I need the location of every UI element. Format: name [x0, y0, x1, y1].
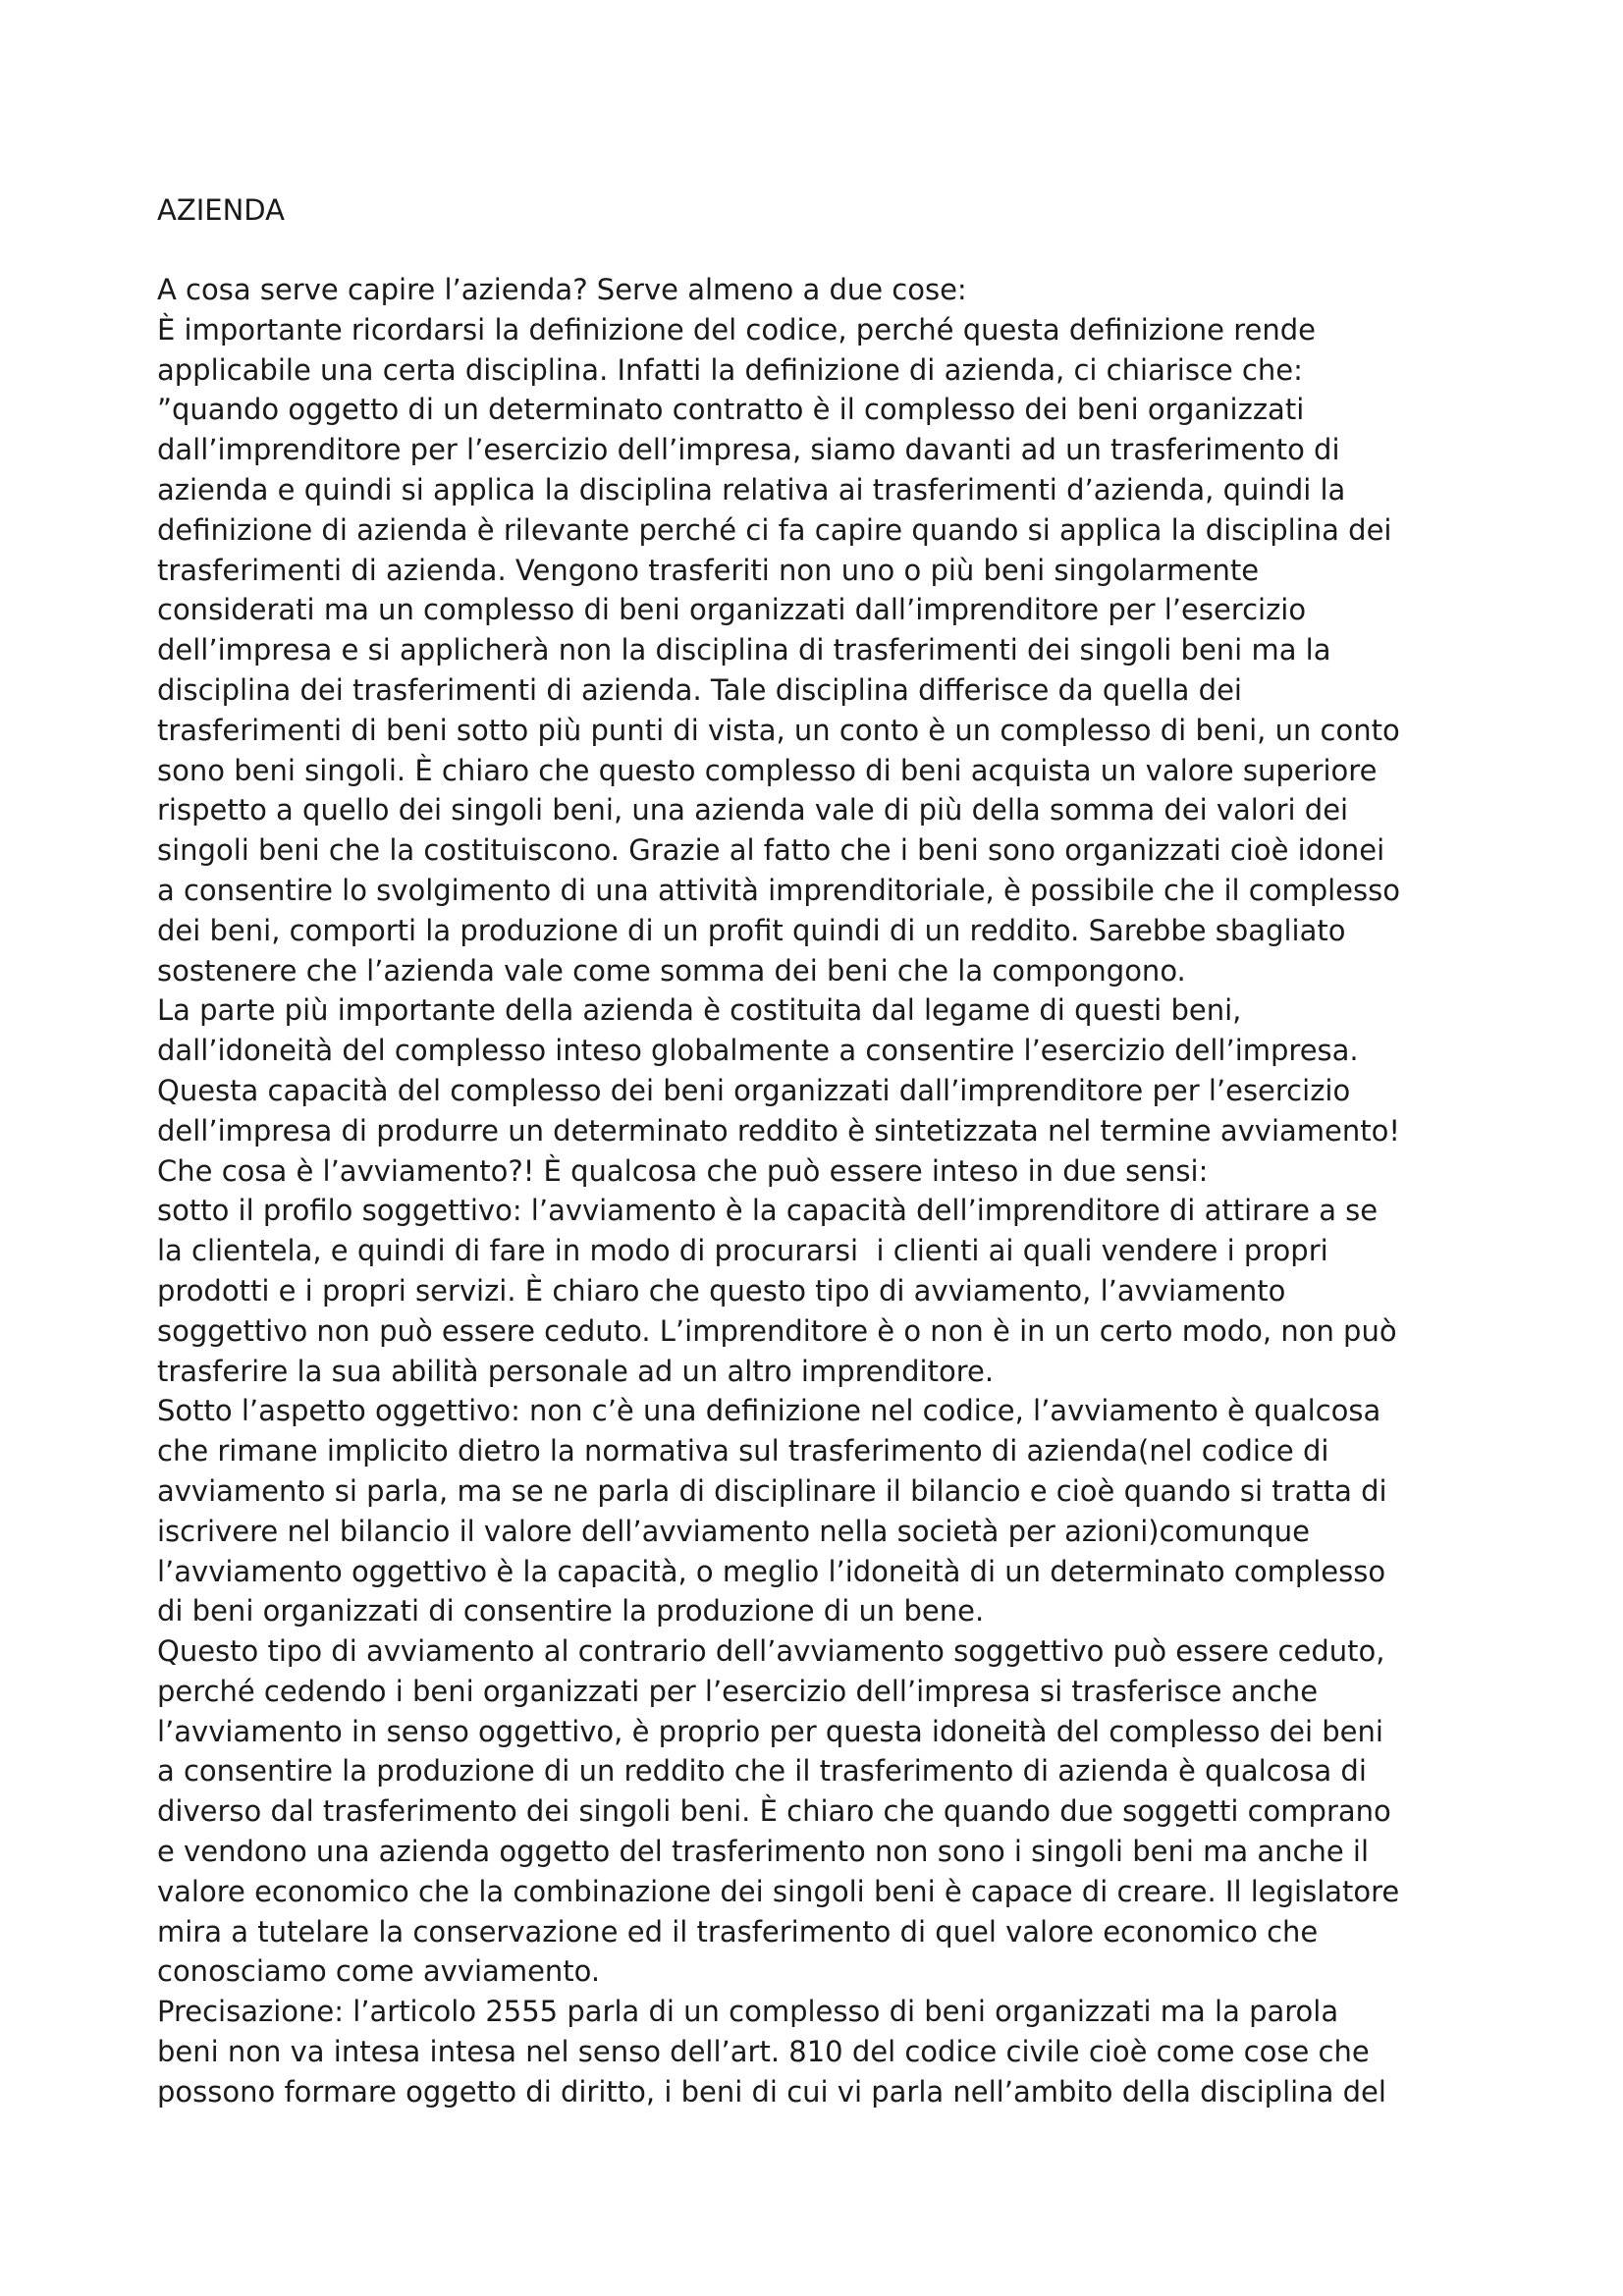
text-line: conosciamo come avviamento. — [157, 1954, 601, 1989]
text-line: di beni organizzati di consentire la produzione di un bene. — [157, 1594, 985, 1629]
text-line: soggettivo non può essere ceduto. L’imprenditore è o non è in un certo modo, non può — [157, 1313, 1397, 1348]
text-line: trasferimenti di azienda. Vengono trasferiti non uno o più beni singolarmente — [157, 553, 1260, 587]
text-line: considerati ma un complesso di beni organizzati dall’imprenditore per l’esercizio — [157, 593, 1307, 627]
text-line: ”quando oggetto di un determinato contratto è il complesso dei beni organizzati — [157, 393, 1305, 427]
text-line: sotto il profilo soggettivo: l’avviamento è la capacità dell’imprenditore di attirare a se — [157, 1194, 1379, 1228]
text-line: disciplina dei trasferimenti di azienda. Tale disciplina differisce da quella dei — [157, 672, 1242, 707]
document-title: AZIENDA — [157, 193, 285, 227]
text-line: e vendono una azienda oggetto del trasferimento non sono i singoli beni ma anche il — [157, 1835, 1370, 1869]
text-line: sono beni singoli. È chiaro che questo complesso di beni acquista un valore superiore — [157, 753, 1378, 787]
text-line: l’avviamento oggettivo è la capacità, o meglio l’idoneità di un determinato complesso — [157, 1554, 1386, 1588]
text-line: Questo tipo di avviamento al contrario dell’avviamento soggettivo può essere ceduto, — [157, 1634, 1385, 1669]
text-line: beni non va intesa intesa nel senso dell’art. 810 del codice civile cioè come cose che — [157, 2035, 1370, 2069]
text-line: dall’idoneità del complesso inteso globalmente a consentire l’esercizio dell’impresa. — [157, 1034, 1359, 1068]
text-line: Che cosa è l’avviamento?! È qualcosa che può essere inteso in due sensi: — [157, 1153, 1209, 1188]
text-line: dei beni, comporti la produzione di un profit quindi di un reddito. Sarebbe sbagliato — [157, 913, 1346, 947]
text-line: rispetto a quello dei singoli beni, una azienda vale di più della somma dei valori dei — [157, 793, 1349, 828]
text-line: sostenere che l’azienda vale come somma dei beni che la compongono. — [157, 953, 1186, 988]
text-line: azienda e quindi si applica la disciplina relativa ai trasferimenti d’azienda, quindi la — [157, 472, 1346, 507]
text-line: Questa capacità del complesso dei beni organizzati dall’imprenditore per l’esercizio — [157, 1073, 1351, 1107]
text-line: diverso dal trasferimento dei singoli beni. È chiaro che quando due soggetti comprano — [157, 1794, 1391, 1829]
text-line: la clientela, e quindi di fare in modo di procurarsi i clienti ai quali vendere i propri — [157, 1234, 1328, 1268]
text-line: possono formare oggetto di diritto, i beni di cui vi parla nell’ambito della disciplina del — [157, 2074, 1386, 2109]
text-line: prodotti e i propri servizi. È chiaro che questo tipo di avviamento, l’avviamento — [157, 1273, 1286, 1308]
text-line: perché cedendo i beni organizzati per l’esercizio dell’impresa si trasferisce anche — [157, 1674, 1319, 1708]
text-line: l’avviamento in senso oggettivo, è proprio per questa idoneità del complesso dei beni — [157, 1714, 1383, 1748]
text-line: dall’imprenditore per l’esercizio dell’impresa, siamo davanti ad un trasferimento di — [157, 433, 1340, 467]
text-line: trasferire la sua abilità personale ad un altro imprenditore. — [157, 1354, 995, 1388]
text-line: valore economico che la combinazione dei singoli beni è capace di creare. Il legislatore — [157, 1874, 1400, 1908]
text-line: dell’impresa di produrre un determinato reddito è sintetizzata nel termine avviamento! — [157, 1113, 1400, 1148]
text-line: definizione di azienda è rilevante perché ci fa capire quando si applica la disciplina dei — [157, 512, 1392, 547]
text-line: Sotto l’aspetto oggettivo: non c’è una definizione nel codice, l’avviamento è qualcosa — [157, 1394, 1381, 1428]
text-line: È importante ricordarsi la definizione del codice, perché questa definizione rende — [157, 312, 1316, 347]
text-line: a consentire la produzione di un reddito che il trasferimento di azienda è qualcosa di — [157, 1754, 1367, 1789]
text-line: A cosa serve capire l’azienda? Serve almeno a due cose: — [157, 273, 967, 306]
text-line: singoli beni che la costituiscono. Grazie al fatto che i beni sono organizzati cioè idonei — [157, 833, 1385, 868]
text-line: iscrivere nel bilancio il valore dell’avviamento nella società per azioni)comunque — [157, 1514, 1310, 1548]
text-line: che rimane implicito dietro la normativa sul trasferimento di azienda(nel codice di — [157, 1434, 1329, 1468]
text-line: La parte più importante della azienda è costituita dal legame di questi beni, — [157, 993, 1242, 1028]
text-line: dell’impresa e si applicherà non la disciplina di trasferimenti dei singoli beni ma la — [157, 633, 1331, 667]
text-line: avviamento si parla, ma se ne parla di disciplinare il bilancio e cioè quando si tratta di — [157, 1473, 1387, 1508]
text-line: mira a tutelare la conservazione ed il trasferimento di quel valore economico che — [157, 1914, 1319, 1949]
document-body — [157, 270, 1473, 2112]
document-page — [157, 190, 1473, 2112]
text-line: trasferimenti di beni sotto più punti di vista, un conto è un complesso di beni, un conto — [157, 713, 1400, 747]
text-line: applicabile una certa disciplina. Infatti la definizione di azienda, ci chiarisce che: — [157, 352, 1303, 387]
text-line: Precisazione: l’articolo 2555 parla di un complesso di beni organizzati ma la parola — [157, 1995, 1339, 2029]
text-line: a consentire lo svolgimento di una attività imprenditoriale, è possibile che il complesso — [157, 873, 1400, 907]
